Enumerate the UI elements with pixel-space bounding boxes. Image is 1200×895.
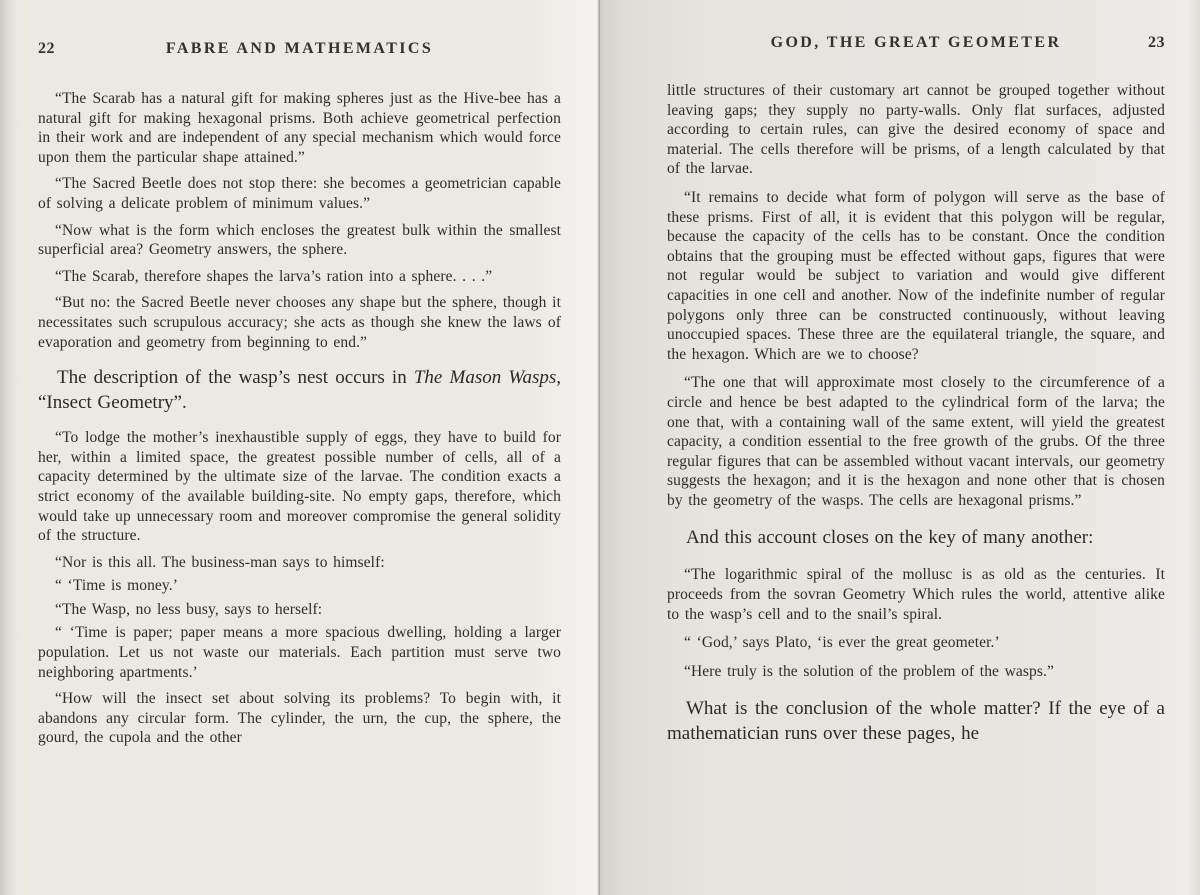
paragraph [38, 174, 561, 213]
paragraph [667, 565, 1165, 624]
paragraph-text: “How will the insect set about solving its problems? To begin with, it abandons any circular form. The cylinder, the urn, the cup, the sphere, the gourd, the cupola and the other [38, 690, 561, 747]
paragraph [38, 428, 561, 546]
paragraph-text: “The Scarab has a natural gift for making spheres just as the Hive-bee has a natural gift for making hexagonal prisms. Both achieve geometrical perfection in their work and are independent of any special mechanism which would force upon them the particular shape attained.” [38, 90, 561, 166]
paragraph [38, 689, 561, 748]
paragraph [38, 221, 561, 260]
paragraph [38, 623, 561, 682]
paragraph-text: “Here truly is the solution of the problem of the wasps.” [684, 662, 1054, 680]
paragraph [667, 188, 1165, 364]
paragraph [667, 373, 1165, 510]
page-number-left: 22 [38, 40, 55, 57]
paragraph [38, 600, 561, 620]
paragraph-text: “The logarithmic spiral of the mollusc is as old as the centuries. It proceeds from the sovran Geometry Which rules the world, attentive alike to the wasp’s cell and to the snail’s spiral. [667, 566, 1165, 623]
paragraph-text: “Insect Geometry”. [38, 392, 187, 414]
paragraph [38, 89, 561, 167]
paragraph [667, 696, 1165, 746]
paragraph-text: “The Wasp, no less busy, says to herself: [55, 600, 323, 618]
paragraph-text: “To lodge the mother’s inexhaustible supply of eggs, they have to build for her, within a limited space, the greatest possible number of cells, all of a capacity determined by the ultimate size of the larvae. The condition exacts a strict economy of the available building-site. No empty gaps, therefore, which would take up unnecessary room and moreover compromise the general solidity of the structure. [38, 429, 561, 545]
paragraph-text: And this account closes on the key of many another: [686, 527, 1094, 549]
paragraph-text: What is the conclusion of the whole matter? If the eye of a mathematician runs over these pages, he [667, 698, 1165, 745]
paragraph-text: “ ‘Time is money.’ [55, 577, 178, 595]
page-header-right [667, 34, 1165, 56]
paragraph-text: “The one that will approximate most closely to the circumference of a circle and hence be best adapted to the cylindrical form of the larva; the one that, with a containing wall of the same extent, will yield the greatest capacity, a condition essential to the free growth of the grubs. Of the three regular figures that can be assembled without vacant intervals, our geometry suggests the hexagon; and it is the hexagon and none other that is chosen by the geometry of the wasps. The cells are hexagonal prisms.” [667, 374, 1165, 509]
page-right [599, 0, 1200, 895]
paragraph-text: “Nor is this all. The business-man says to himself: [55, 553, 385, 571]
paragraph [38, 553, 561, 573]
running-title-left: FABRE AND MATHEMATICS [165, 40, 434, 57]
page-number-right: 23 [1148, 34, 1165, 51]
page-left [0, 0, 599, 895]
paragraph-text: “But no: the Sacred Beetle never chooses any shape but the sphere, though it necessitates such scrupulous accuracy; she acts as though she knew the laws of evaporation and geometry from beginning to end.” [38, 294, 561, 351]
paragraph-text: “The Sacred Beetle does not stop there: she becomes a geometrician capable of solving a delicate problem of minimum values.” [38, 175, 561, 212]
paragraph-text: “It remains to decide what form of polygon will serve as the base of these prisms. First of all, it is evident that this polygon will be regular, because the capacity of the cells has to be constant. Once the condition obtains that the grouping must be effected without gaps, figures that were not regular would be subject to variation and would give different capacities in one cell and another. Now of the indefinite number of regular polygons only three can be constructed continuously, without leaving unoccupied spaces. These three are the equilateral triangle, the square, and the hexagon. Which are we to choose? [667, 188, 1165, 363]
paragraph [667, 525, 1165, 550]
paragraph-text: “ ‘Time is paper; paper means a more spacious dwelling, holding a larger population. Let us not waste our materials. Each partition must serve two neighboring apartments.’ [38, 624, 561, 681]
paragraph-text: The description of the wasp’s nest occurs in [57, 367, 414, 389]
paragraph [38, 293, 561, 352]
paragraph [38, 576, 561, 596]
running-title-right: GOD, THE GREAT GEOMETER [770, 34, 1062, 51]
page-body-right [667, 81, 1165, 746]
paragraph-text: “Now what is the form which encloses the greatest bulk within the smallest superficial area? Geometry answers, the sphere. [38, 221, 561, 259]
paragraph [667, 81, 1165, 179]
page-body-left [38, 89, 561, 748]
paragraph-text: little structures of their customary art cannot be grouped together without leaving gaps; they supply no party-walls. Only flat surfaces, adjusted according to certain rules, can give the desired economy of space and material. The cells therefore will be prisms, of a length calculated by that of the larvae. [667, 82, 1165, 178]
book-title-italic: The Mason Wasps, [413, 367, 561, 389]
paragraph-text: “ ‘God,’ says Plato, ‘is ever the great geometer.’ [684, 634, 1000, 652]
page-header-left [38, 40, 561, 62]
paragraph-text: “The Scarab, therefore shapes the larva’s ration into a sphere. . . .” [55, 267, 493, 285]
paragraph [38, 267, 561, 287]
paragraph [667, 633, 1165, 653]
paragraph [38, 365, 561, 415]
paragraph [667, 662, 1165, 682]
